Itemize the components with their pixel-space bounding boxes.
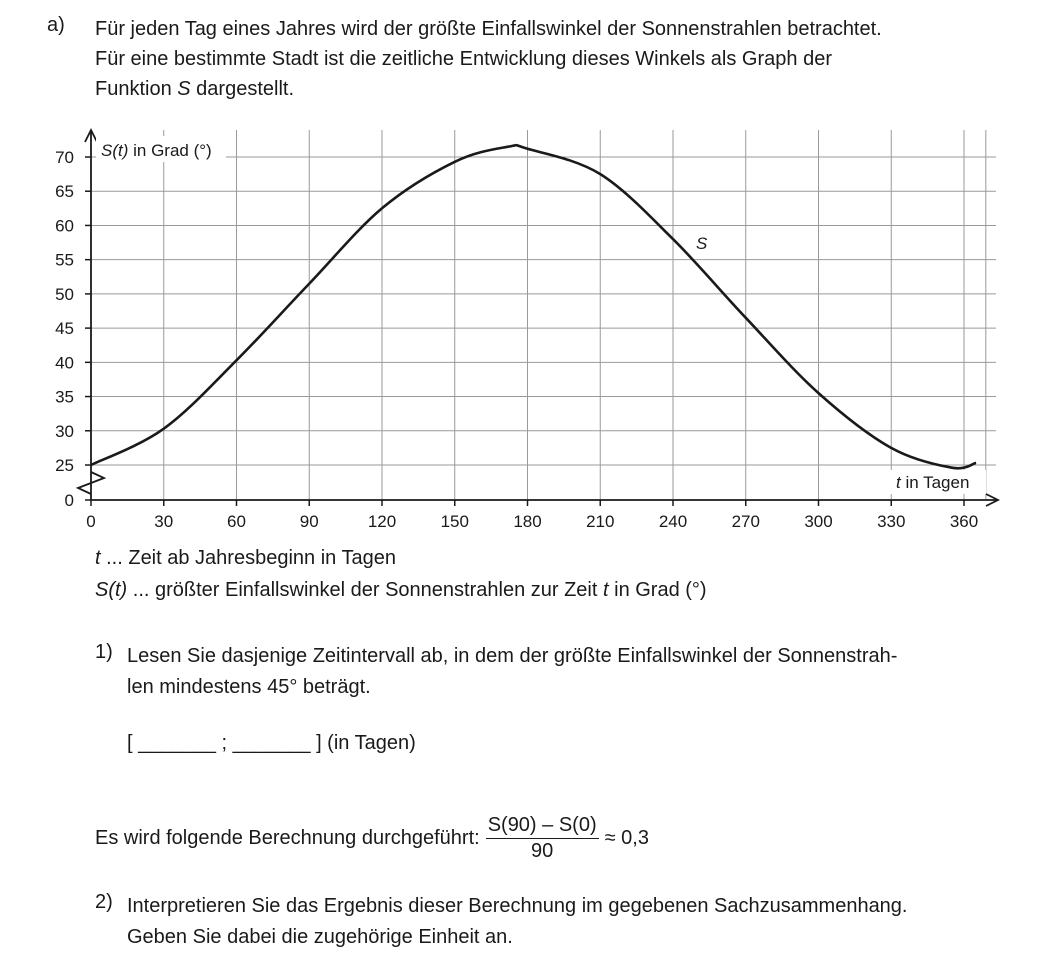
calc-intro: Es wird folgende Berechnung durchgeführt:	[95, 827, 480, 849]
x-tick-label: 0	[86, 512, 96, 531]
x-tick-label: 240	[658, 512, 688, 531]
legend-s: S(t) ... größter Einfallswinkel der Sonnenstrahlen zur Zeit t in Grad (°)	[95, 579, 707, 601]
y-tick-label: 55	[55, 250, 74, 270]
calc-result: ≈ 0,3	[604, 827, 649, 849]
y-tick-label: 70	[55, 148, 74, 167]
y-tick-label: 35	[55, 387, 74, 407]
x-tick-labels	[86, 500, 978, 531]
task-2-line-1: Interpretieren Sie das Ergebnis dieser Berechnung im gegebenen Sachzusammenhang.	[127, 895, 908, 917]
y-tick-label: 60	[55, 216, 74, 236]
calc-numerator: S(90) – S(0)	[486, 814, 599, 839]
task-1-number: 1)	[95, 641, 113, 663]
calc-denominator: 90	[531, 840, 554, 862]
x-tick-label: 30	[154, 512, 174, 531]
y-axis-label: S(t) in Grad (°)	[101, 141, 212, 160]
task-2-line-2: Geben Sie dabei die zugehörige Einheit an.	[127, 926, 513, 948]
x-tick-label: 210	[586, 512, 615, 531]
task-1-line-2: len mindestens 45° beträgt.	[127, 676, 371, 698]
calc-fraction	[486, 814, 599, 863]
x-tick-label: 180	[513, 512, 542, 531]
x-tick-label: 360	[949, 512, 979, 531]
y-tick-labels	[55, 148, 91, 510]
x-tick-label: 60	[227, 512, 246, 531]
calculation	[95, 814, 649, 863]
intro-line-2: Für eine bestimmte Stadt ist die zeitliche Entwicklung dieses Winkels als Graph der	[95, 48, 832, 70]
x-tick-label: 90	[299, 512, 319, 531]
task-part-label: a)	[47, 14, 65, 36]
angle-chart	[0, 120, 1040, 540]
x-tick-label: 150	[440, 512, 469, 531]
curve-label: S	[696, 234, 708, 253]
vertical-gridlines	[164, 130, 986, 500]
horizontal-gridlines	[91, 157, 996, 465]
y-tick-label: 30	[55, 421, 74, 441]
y-tick-label: 50	[55, 284, 74, 304]
x-axis-label: t in Tagen	[896, 473, 970, 492]
intro-line-3: Funktion S dargestellt.	[95, 78, 294, 100]
x-tick-label: 120	[367, 512, 397, 531]
y-tick-label: 65	[55, 182, 74, 202]
legend-t: t ... Zeit ab Jahresbeginn in Tagen	[95, 547, 396, 569]
intro-line-1: Für jeden Tag eines Jahres wird der größte Einfallswinkel der Sonnenstrahlen betrachtet.	[95, 18, 882, 40]
y-tick-label: 45	[55, 319, 74, 339]
y-tick-label: 25	[55, 456, 74, 475]
curve-s	[91, 145, 976, 468]
task-2-number: 2)	[95, 891, 113, 913]
task-1-line-1: Lesen Sie dasjenige Zeitintervall ab, in dem der größte Einfallswinkel der Sonnenstrah-	[127, 645, 898, 667]
answer-interval: [ _______ ; _______ ] (in Tagen)	[127, 732, 416, 754]
x-tick-label: 270	[731, 512, 760, 531]
y-tick-label: 40	[55, 353, 74, 373]
y-tick-label: 0	[64, 491, 74, 510]
x-tick-label: 300	[804, 512, 833, 531]
x-tick-label: 330	[877, 512, 906, 531]
